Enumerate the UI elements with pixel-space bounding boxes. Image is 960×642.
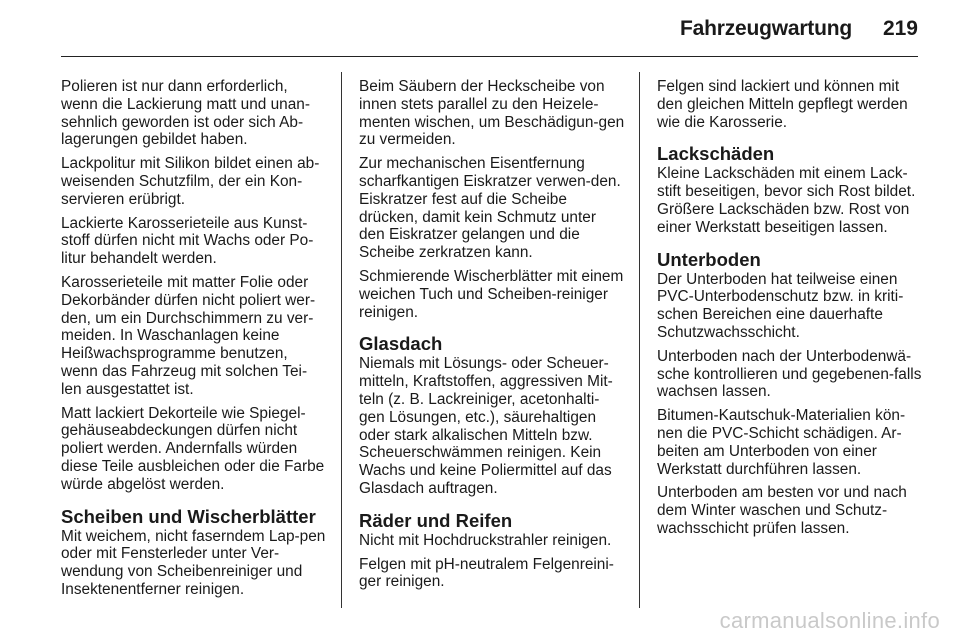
body-paragraph: Polieren ist nur dann erforderlich, wenn die Lackierung matt und unan-sehnlich geworden ist oder sich Ab-lagerungen gebildet haben.	[61, 78, 310, 149]
watermark-text: carmanualsonline.info	[719, 608, 940, 633]
section-heading: Lackschäden	[657, 143, 775, 165]
text-column-1	[61, 78, 327, 605]
body-paragraph: Felgen sind lackiert und können mit den gleichen Mitteln gepflegt werden wie die Karosserie.	[657, 78, 908, 131]
body-paragraph: Beim Säubern der Heckscheibe von innen stets parallel zu den Heizele-menten wischen, um Beschädigun-gen zu vermeiden.	[359, 78, 625, 149]
body-paragraph: Nicht mit Hochdruckstrahler reinigen.	[359, 531, 612, 549]
body-paragraph: Matt lackiert Dekorteile wie Spiegel-gehäuseabdeckungen dürfen nicht poliert werden. Andernfalls würden diese Teile ausbleichen oder die Farbe würde abgelöst werden.	[61, 404, 325, 493]
column-divider	[341, 72, 342, 608]
page-title: Fahrzeugwartung	[679, 17, 852, 40]
page-header	[0, 0, 960, 56]
body-paragraph: Unterboden am besten vor und nach dem Winter waschen und Schutz-wachsschicht prüfen lassen.	[657, 484, 907, 537]
section-heading: Scheiben und Wischerblätter	[61, 505, 316, 527]
section-heading: Glasdach	[359, 333, 443, 355]
body-paragraph: Karosserieteile mit matter Folie oder Dekorbänder dürfen nicht poliert wer-den, um ein Durchschimmern zu ver-meiden. In Waschanlagen keine Heißwachsprogramme benutzen, wenn das Fahrzeug mit solchen Tei-len ausgestattet ist.	[61, 273, 316, 398]
body-paragraph: Lackierte Karosserieteile aus Kunst-stoff dürfen nicht mit Wachs oder Po-litur behandelt werden.	[61, 214, 314, 268]
body-paragraph: Mit weichem, nicht faserndem Lap-pen oder mit Fensterleder unter Ver-wendung von Scheibenreiniger und Insektenentferner reinigen.	[61, 527, 326, 598]
body-paragraph: Schmierende Wischerblätter mit einem weichen Tuch und Scheiben-reiniger reinigen.	[359, 267, 624, 321]
column-divider	[639, 72, 640, 608]
text-column-2	[359, 78, 625, 597]
body-paragraph: Felgen mit pH-neutralem Felgenreini-ger reinigen.	[359, 555, 614, 591]
page-number: 219	[882, 17, 918, 40]
section-heading: Räder und Reifen	[359, 509, 513, 531]
body-paragraph: Unterboden nach der Unterbodenwä-sche kontrollieren und gegebenen-falls wachsen lassen.	[657, 347, 922, 401]
body-paragraph: Kleine Lackschäden mit einem Lack-stift beseitigen, bevor sich Rost bildet. Größere Lackschäden bzw. Rost von einer Werkstatt beseitigen lassen.	[657, 165, 916, 236]
text-column-3	[657, 78, 923, 544]
header-divider	[61, 56, 918, 57]
body-paragraph: Bitumen-Kautschuk-Materialien kön-nen die PVC-Schicht schädigen. Ar-beiten am Unterboden von einer Werkstatt durchführen lassen.	[657, 407, 906, 478]
body-paragraph: Niemals mit Lösungs- oder Scheuer-mitteln, Kraftstoffen, aggressiven Mit-teln (z. B. Lackreiniger, acetonhalti-gen Lösungen, etc.), säurehaltigen oder stark alkalischen Mitteln bzw. Scheuerschwämmen reinigen. Kein Wachs und keine Poliermittel auf das Glasdach auftragen.	[359, 355, 613, 497]
body-paragraph: Zur mechanischen Eisentfernung scharfkantigen Eiskratzer verwen-den. Eiskratzer fest auf die Scheibe drücken, damit kein Schmutz unter den Eiskratzer gelangen und die Scheibe zerkratzen kann.	[359, 155, 621, 262]
section-heading: Unterboden	[657, 248, 761, 270]
body-paragraph: Lackpolitur mit Silikon bildet einen ab-weisenden Schutzfilm, der ein Kon-servieren erübrigt.	[61, 155, 320, 208]
body-paragraph: Der Unterboden hat teilweise einen PVC-Unterbodenschutz bzw. in kriti-schen Bereichen eine dauerhafte Schutzwachsschicht.	[657, 270, 904, 341]
